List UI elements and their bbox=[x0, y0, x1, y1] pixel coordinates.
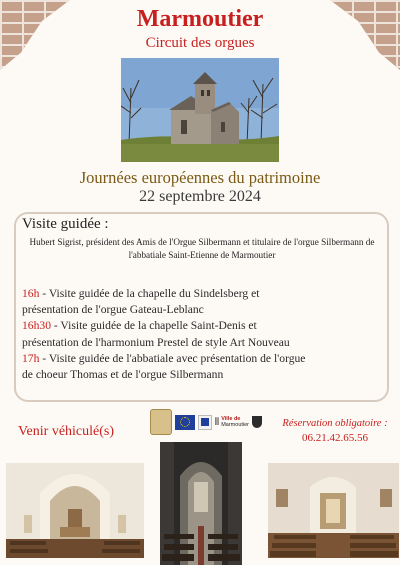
schedule-desc-line2: présentation de l'orgue Gateau-Leblanc bbox=[22, 303, 204, 317]
schedule-item bbox=[22, 351, 384, 383]
schedule-desc-line1: - Visite guidée de l'abbatiale avec présentation de l'orgue bbox=[39, 351, 306, 365]
transport-note: Venir véhiculé(s) bbox=[18, 424, 115, 439]
ville-de-marmoutier-logo bbox=[215, 416, 249, 429]
schedule-item bbox=[22, 286, 384, 318]
event-title: Journées européennes du patrimoine bbox=[79, 168, 321, 187]
schedule-time: 16h30 bbox=[22, 319, 51, 333]
reservation-block bbox=[270, 416, 400, 446]
heritage-logo-icon bbox=[198, 415, 212, 430]
event-date: 22 septembre 2024 bbox=[139, 188, 261, 205]
crest-icon bbox=[252, 416, 262, 428]
schedule-desc-line1: - Visite guidée de la chapelle Saint-Denis et bbox=[50, 319, 257, 333]
schedule-time: 16h bbox=[22, 287, 40, 300]
schedule-desc-line2: présentation de l'harmonium Prestel de style Art Nouveau bbox=[22, 335, 290, 349]
schedule-list bbox=[22, 286, 384, 383]
schedule-item bbox=[22, 318, 384, 350]
logo-ville-line1: Ville de bbox=[221, 415, 241, 422]
abbey-interior-photo bbox=[160, 442, 242, 565]
sponsor-logos bbox=[150, 408, 262, 436]
page-title: Marmoutier bbox=[136, 6, 264, 32]
reservation-label: Réservation obligatoire : bbox=[282, 418, 388, 429]
reservation-phone: 06.21.42.65.56 bbox=[302, 432, 368, 444]
saint-denis-interior-photo bbox=[268, 463, 399, 558]
guide-intro-text: Hubert Sigrist, président des Amis de l'Orgue Silbermann et titulaire de l'orgue Silbermann de l'abbatiale Saint-Etienne de Marmoutier bbox=[29, 237, 375, 260]
eu-flag-icon bbox=[175, 415, 195, 430]
seal-logo-icon bbox=[150, 409, 172, 435]
schedule-desc-line2: de choeur Thomas et de l'orgue Silbermann bbox=[22, 368, 224, 382]
schedule-desc-line1: - Visite guidée de la chapelle du Sindelsberg et bbox=[39, 287, 260, 300]
ville-mark-icon: ⦀ bbox=[214, 416, 220, 428]
schedule-time: 17h bbox=[22, 351, 40, 365]
page-subtitle: Circuit des orgues bbox=[145, 35, 255, 51]
guided-visit-heading: Visite guidée : bbox=[22, 216, 109, 232]
chapel-interior-photo-left bbox=[6, 463, 144, 558]
logo-ville-line2: Marmoutier bbox=[221, 422, 250, 428]
chapel-photo bbox=[121, 58, 279, 162]
